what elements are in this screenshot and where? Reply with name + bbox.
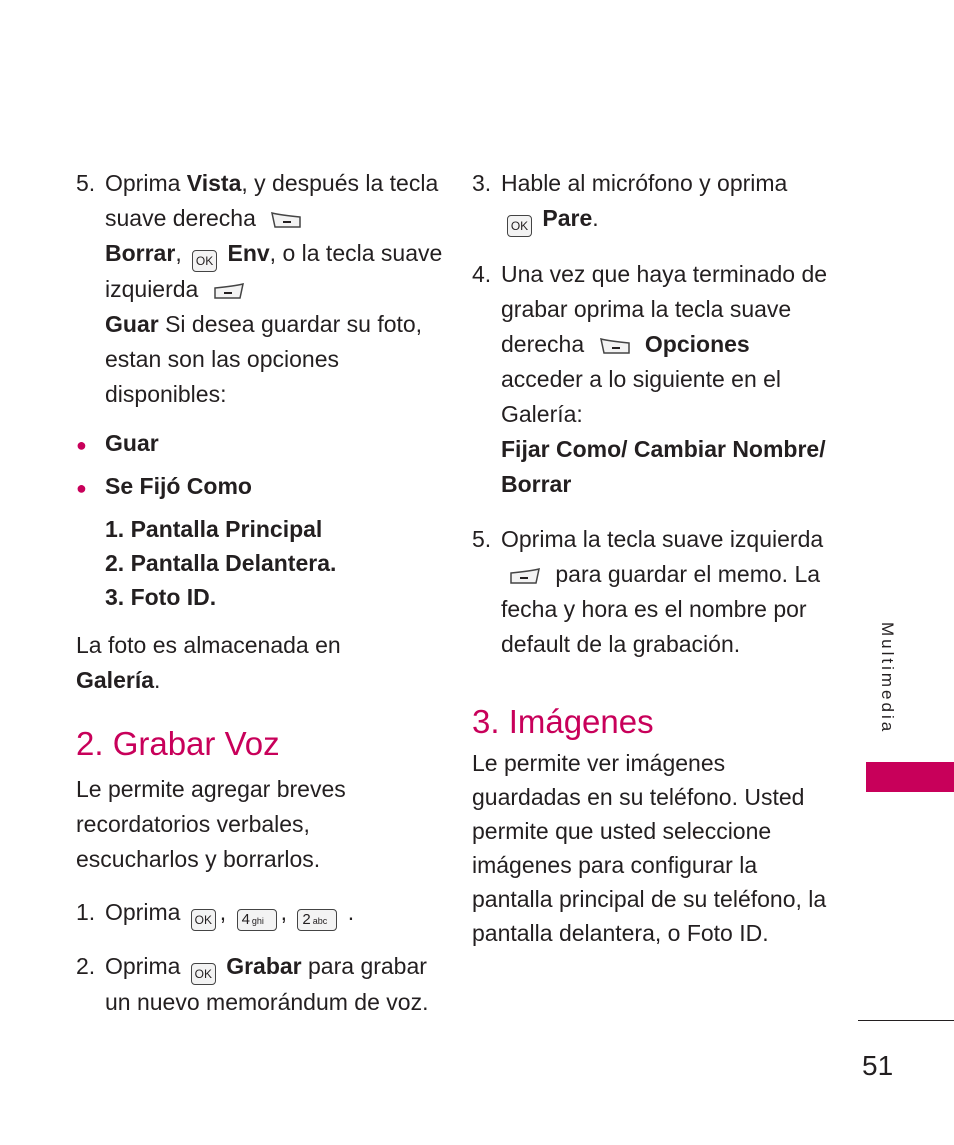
ok-key-icon: OK: [192, 250, 217, 272]
sub-list: [76, 512, 446, 614]
page-number: 51: [862, 1050, 894, 1081]
step-text: Oprima OK Grabar para grabar un nuevo memorándum de voz.: [105, 953, 429, 1015]
section-heading-grabar-voz: 2. Grabar Voz: [76, 725, 280, 762]
step-5-left: [76, 166, 446, 412]
sub-list-item: 3. Foto ID.: [105, 584, 217, 610]
ok-key-icon: OK: [191, 963, 216, 985]
bullet-dot-icon: ●: [76, 435, 87, 455]
step-number: 3.: [472, 170, 492, 196]
bullet-item: ● Se Fijó Como: [76, 469, 446, 506]
key-4-icon: 4 ghi: [237, 909, 277, 931]
footer-rule: [858, 1020, 954, 1021]
step-5-right: [472, 522, 832, 662]
right-column: [472, 166, 832, 950]
left-soft-key-icon: [509, 567, 541, 585]
step-text: Oprima la tecla suave izquierda para guardar el memo. La fecha y hora es el nombre por default de la grabación.: [501, 526, 824, 657]
step-number: 4.: [472, 261, 492, 287]
section-intro: Le permite ver imágenes guardadas en su teléfono. Usted permite que usted seleccione imágenes para configurar la pantalla principal de su teléfono, la pantalla delantera, o Foto ID.: [472, 750, 827, 946]
right-soft-key-icon: [270, 211, 302, 229]
step-1: [76, 895, 446, 931]
step-number: 2.: [76, 953, 96, 979]
section-intro: Le permite agregar breves recordatorios verbales, escucharlos y borrarlos.: [76, 776, 346, 872]
step-text: Una vez que haya terminado de grabar oprima la tecla suave derecha Opciones acceder a lo siguiente en el Galería: Fijar Como/ Cambiar Nombre/ Borrar: [501, 261, 828, 497]
bullet-item: ● Guar: [76, 426, 446, 463]
bullet-dot-icon: ●: [76, 478, 87, 498]
step-4-right: [472, 257, 832, 502]
sub-list-item: 1. Pantalla Principal: [105, 516, 323, 542]
note-paragraph: La foto es almacenada en Galería.: [76, 632, 341, 693]
section-side-label: Multimedia: [878, 622, 897, 735]
section-side-tab: [866, 762, 954, 792]
step-text: Oprima Vista, y después la tecla suave derecha Borrar, OK Env, o la tecla suave izquierda Guar Si desea guardar su foto, estan son las opciones disponibles:: [105, 170, 443, 407]
left-soft-key-icon: [213, 282, 245, 300]
key-2-icon: 2 abc: [297, 909, 337, 931]
right-soft-key-icon: [599, 337, 631, 355]
step-3-right: [472, 166, 832, 237]
step-number: 5.: [472, 526, 492, 552]
step-number: 1.: [76, 899, 96, 925]
step-text: Hable al micrófono y oprima OK Pare.: [501, 166, 787, 237]
section-heading-imagenes: 3. Imágenes: [472, 703, 654, 740]
step-2: [76, 949, 446, 1020]
ok-key-icon: OK: [191, 909, 216, 931]
step-number: 5.: [76, 170, 96, 196]
left-column: [76, 166, 446, 1020]
sub-list-item: 2. Pantalla Delantera.: [105, 550, 337, 576]
step-text: Oprima OK , 4 ghi , 2 abc .: [105, 895, 354, 931]
ok-key-icon: OK: [507, 215, 532, 237]
